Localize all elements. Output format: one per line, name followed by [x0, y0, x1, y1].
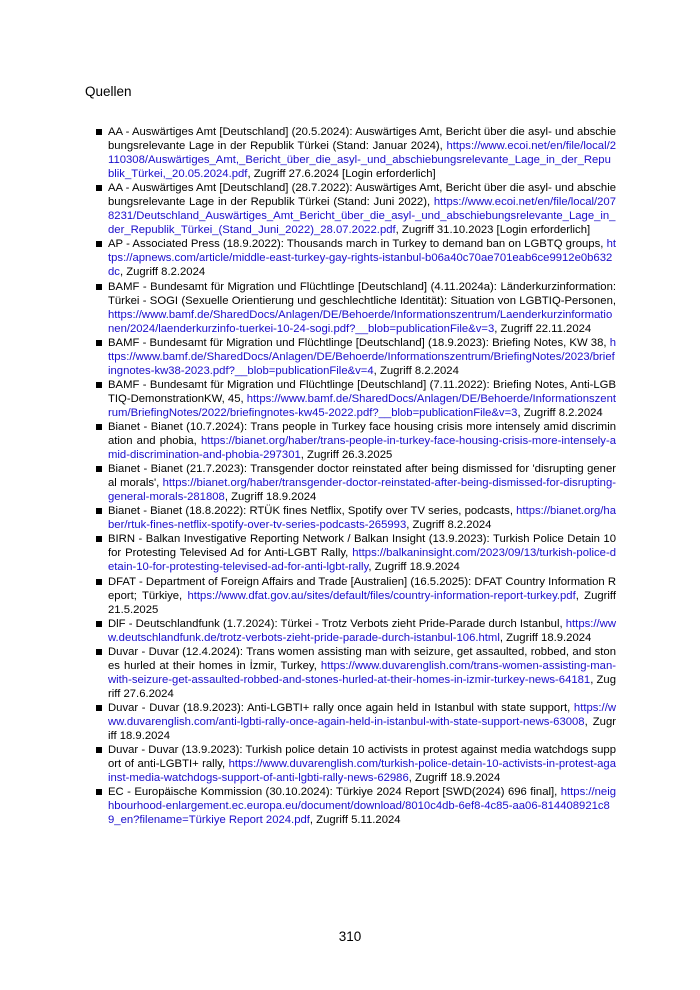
reference-suffix: , Zugriff 22.11.2024: [494, 322, 592, 335]
bullet-icon: [96, 241, 102, 247]
bullet-icon: [96, 466, 102, 472]
reference-link[interactable]: https://bianet.org/haber/transgender-doctor-reinstated-after-being-dismissed-for-disrupting-general-morals-281808: [108, 477, 616, 504]
reference-link[interactable]: https://bianet.org/haber/trans-people-in-turkey-face-housing-crisis-more-intensely-amid-discrimination-and-phobia-297301: [108, 435, 616, 462]
reference-item: [95, 378, 616, 420]
bullet-icon: [96, 424, 102, 430]
bullet-icon: [96, 649, 102, 655]
reference-text: Bianet - Bianet (10.7.2024): Trans people in Turkey face housing crisis more intensely amid discrimination and phobia,: [108, 420, 616, 448]
reference-suffix: , Zugriff 26.3.2025: [300, 449, 393, 462]
reference-text: Duvar - Duvar (18.9.2023): Anti-LGBTI+ rally once again held in Istanbul with state support,: [108, 701, 574, 714]
reference-text: AA - Auswärtiges Amt [Deutschland] (28.7.2022): Auswärtiges Amt, Bericht über die asyl- und abschiebungsrelevante Lage in der Republik Türkei (Stand: Juni 2022),: [108, 182, 616, 209]
reference-link[interactable]: https://www.ecoi.net/en/file/local/2110308/Auswärtiges_Amt,_Bericht_über_die_asyl-_und_abschiebungsrelevante_Lage_in_der_Republik_Türkei,_20.05.2024.pdf: [108, 140, 616, 181]
reference-suffix: , Zugriff 18.9.2024: [368, 561, 460, 574]
bullet-icon: [96, 185, 102, 191]
reference-text: Duvar - Duvar (12.4.2024): Trans women assisting man with seizure, get assaulted, robbed, and stones hurled at their homes in İzmir, Turkey,: [108, 645, 616, 672]
reference-link[interactable]: https://www.duvarenglish.com/trans-women-assisting-man-with-seizure-get-assaulted-robbed-and-stones-hurled-at-their-homes-in-izmir-turkey-news-64181: [108, 659, 616, 686]
reference-text: Duvar - Duvar (13.9.2023): Turkish police detain 10 activists in protest against media watchdogs support of anti-LGBTI+ rally,: [108, 744, 616, 771]
reference-list: [95, 125, 616, 827]
reference-text: Bianet - Bianet (18.8.2022): RTÜK fines Netflix, Spotify over TV series, podcasts,: [108, 505, 517, 518]
reference-link[interactable]: https://www.bamf.de/SharedDocs/Anlagen/DE/Behoerde/Informationszentrum/BriefingNotes/2023/briefingnotes-kw38-2023.pdf?__blob=publicationFile&v=4: [108, 336, 616, 377]
bullet-icon: [96, 340, 102, 346]
reference-item: [95, 181, 616, 237]
reference-item: [95, 125, 616, 181]
bullet-icon: [96, 579, 102, 585]
reference-text: BAMF - Bundesamt für Migration und Flüchtlinge [Deutschland] (18.9.2023): Briefing Notes, KW 38,: [108, 336, 610, 349]
reference-text: AA - Auswärtiges Amt [Deutschland] (20.5.2024): Auswärtiges Amt, Bericht über die asyl- und abschiebungsrelevante Lage in der Republik Türkei (Stand: Januar 2024),: [108, 126, 616, 153]
reference-text: AP - Associated Press (18.9.2022): Thousands march in Turkey to demand ban on LGBTQ groups,: [108, 238, 607, 251]
reference-link[interactable]: https://www.dfat.gov.au/sites/default/files/country-information-report-turkey.pdf: [187, 589, 576, 602]
reference-suffix: , Zugriff 18.9.2024: [408, 772, 501, 785]
reference-item: [95, 575, 616, 617]
reference-suffix: , Zugriff 31.10.2023 [Login erforderlich]: [395, 224, 591, 237]
bullet-icon: [96, 621, 102, 627]
reference-text: EC - Europäische Kommission (30.10.2024): Türkiye 2024 Report [SWD(2024) 696 final],: [108, 786, 561, 799]
bullet-icon: [96, 508, 102, 514]
reference-item: [95, 420, 616, 462]
reference-text: DlF - Deutschlandfunk (1.7.2024): Türkei - Trotz Verbots zieht Pride-Parade durch Istanbul,: [108, 617, 566, 630]
reference-item: [95, 645, 616, 701]
reference-text: BAMF - Bundesamt für Migration und Flüchtlinge [Deutschland] (7.11.2022): Briefing Notes, Anti-LGBTIQ-DemonstrationKW, 45,: [108, 378, 616, 405]
reference-text: BAMF - Bundesamt für Migration und Flüchtlinge [Deutschland] (4.11.2024a): Länderkurzinformation: Türkei - SOGI (Sexuelle Orientierung und geschlechtliche Identität): Situation von LGBTIQ-Personen,: [108, 280, 616, 307]
reference-link[interactable]: https://www.bamf.de/SharedDocs/Anlagen/DE/Behoerde/Informationszentrum/BriefingNotes/2022/briefingnotes-kw45-2022.pdf?__blob=publicationFile&v=3: [108, 392, 616, 419]
reference-suffix: , Zugriff 27.6.2024: [108, 673, 616, 700]
reference-item: [95, 617, 616, 645]
reference-suffix: , Zugriff 8.2.2024: [406, 519, 492, 532]
bullet-icon: [96, 284, 102, 290]
reference-item: [95, 743, 616, 785]
section-heading: Quellen: [85, 84, 132, 99]
bullet-icon: [96, 536, 102, 542]
reference-link[interactable]: https://www.duvarenglish.com/turkish-police-detain-10-activists-in-protest-against-media-watchdogs-support-of-anti-lgbti-rally-news-62986: [108, 758, 616, 785]
reference-item: [95, 462, 616, 504]
reference-link[interactable]: https://bianet.org/haber/rtuk-fines-netflix-spotify-over-tv-series-podcasts-265993: [108, 505, 616, 532]
reference-item: [95, 785, 616, 827]
reference-link[interactable]: https://www.ecoi.net/en/file/local/2078231/Deutschland_Auswärtiges_Amt_Bericht_über_die_asyl-_und_abschiebungsrelevante_Lage_in_der_Republik_Türkei_(Stand_Juni_2022)_28.07.2022.pdf: [108, 196, 616, 237]
bullet-icon: [96, 382, 102, 388]
reference-text: DFAT - Department of Foreign Affairs and Trade [Australien] (16.5.2025): DFAT Country Information Report; Türkiye,: [108, 575, 616, 602]
reference-suffix: , Zugriff 5.11.2024: [309, 814, 401, 827]
reference-link[interactable]: https://www.deutschlandfunk.de/trotz-verbots-zieht-pride-parade-durch-istanbul-106.html: [108, 617, 616, 644]
reference-suffix: , Zugriff 21.5.2025: [108, 589, 616, 616]
reference-suffix: , Zugriff 27.6.2024 [Login erforderlich]: [247, 168, 436, 181]
page-number: 310: [338, 929, 362, 944]
reference-item: [95, 701, 616, 743]
reference-link[interactable]: https://www.bamf.de/SharedDocs/Anlagen/DE/Behoerde/Informationszentrum/Laenderkurzinformationen/2024/laenderkurzinfo-tuerkei-10-24-sogi.pdf?__blob=publicationFile&v=3: [108, 308, 613, 335]
reference-suffix: , Zugriff 18.9.2024: [224, 491, 317, 504]
bullet-icon: [96, 747, 102, 753]
bullet-icon: [96, 129, 102, 135]
reference-link[interactable]: https://balkaninsight.com/2023/09/13/turkish-police-detain-10-for-protesting-televised-ad-for-anti-lgbt-rally: [108, 547, 616, 574]
reference-text: Bianet - Bianet (21.7.2023): Transgender doctor reinstated after being dismissed for 'disrupting general morals',: [108, 463, 616, 490]
bullet-icon: [96, 705, 102, 711]
reference-item: [95, 532, 616, 574]
reference-suffix: , Zugriff 8.2.2024: [517, 406, 603, 419]
reference-suffix: , Zugriff 8.2.2024: [373, 364, 459, 377]
reference-suffix: , Zugriff 8.2.2024: [119, 266, 206, 279]
reference-suffix: , Zugriff 18.9.2024: [499, 631, 592, 644]
reference-item: [95, 504, 616, 532]
reference-suffix: , Zugriff 18.9.2024: [108, 715, 616, 743]
reference-link[interactable]: https://apnews.com/article/middle-east-turkey-gay-rights-istanbul-b06a40c70ae701eab6ce9912e0b632dc: [108, 238, 616, 279]
reference-text: BIRN - Balkan Investigative Reporting Network / Balkan Insight (13.9.2023): Turkish Police Detain 10 for Protesting Televised Ad for Anti-LGBT Rally,: [108, 533, 616, 560]
bullet-icon: [96, 789, 102, 795]
reference-item: [95, 237, 616, 279]
reference-link[interactable]: https://www.duvarenglish.com/anti-lgbti-rally-once-again-held-in-istanbul-with-state-support-news-63008: [108, 701, 616, 728]
reference-item: [95, 280, 616, 336]
reference-link[interactable]: https://neighbourhood-enlargement.ec.europa.eu/document/download/8010c4db-6ef8-4c85-aa06-814408921c89_en?filename=Türkiye Report 2024.pdf: [108, 786, 616, 827]
reference-item: [95, 336, 616, 378]
